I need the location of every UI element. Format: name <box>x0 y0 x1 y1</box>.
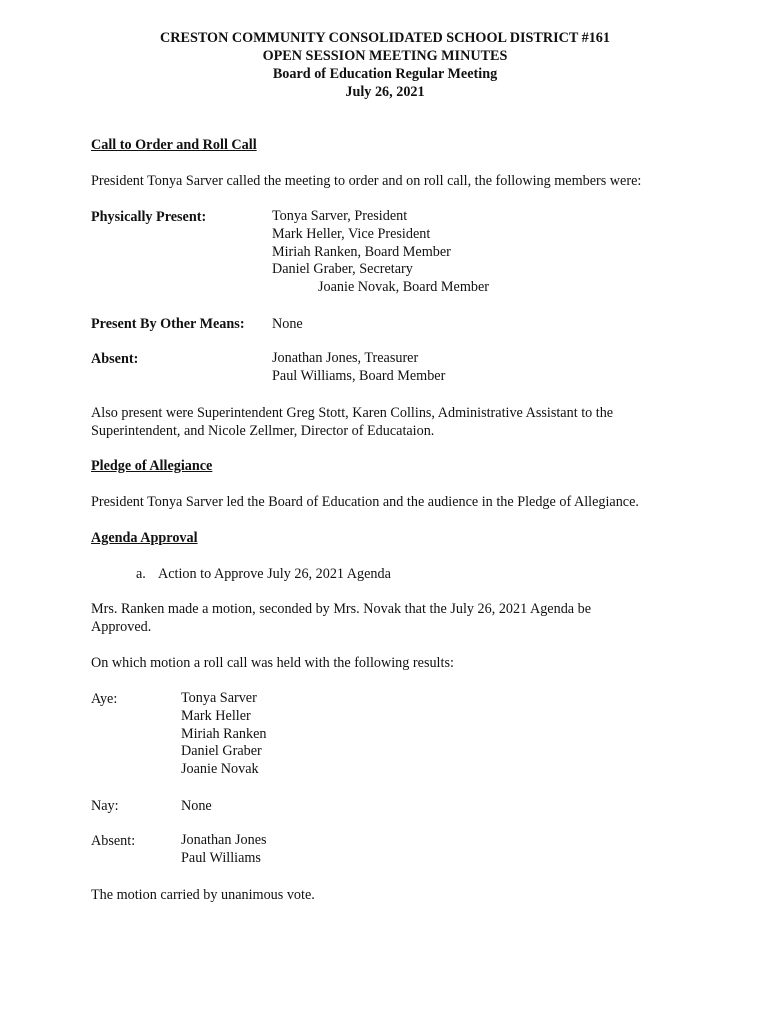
pledge-heading: Pledge of Allegiance <box>91 458 213 474</box>
physically-present-label: Physically Present: <box>91 209 207 225</box>
call-to-order-heading: Call to Order and Roll Call <box>91 137 257 153</box>
meeting-date: July 26, 2021 <box>345 84 425 100</box>
aye-list <box>181 690 267 779</box>
list-item: Paul Williams, Board Member <box>272 367 446 384</box>
meeting-type: Board of Education Regular Meeting <box>272 66 498 82</box>
list-item: Daniel Graber, Secretary <box>272 261 413 278</box>
minutes-title: OPEN SESSION MEETING MINUTES <box>262 48 508 64</box>
list-item: Miriah Ranken <box>181 725 267 742</box>
list-item: Tonya Sarver, President <box>272 208 408 224</box>
list-item: Jonathan Jones <box>181 832 267 848</box>
vote-absent-list <box>181 832 267 868</box>
agenda-item-text: Action to Approve July 26, 2021 Agenda <box>158 566 391 582</box>
list-item: Joanie Novak <box>181 761 259 778</box>
aye-label: Aye: <box>91 691 118 707</box>
list-item: Miriah Ranken, Board Member <box>272 243 451 260</box>
nay-label: Nay: <box>91 798 119 814</box>
agenda-item-marker: a. <box>136 566 146 582</box>
roll-call-intro: President Tonya Sarver called the meeting to order and on roll call, the following members were: <box>91 173 642 189</box>
list-item: Paul Williams <box>181 849 261 866</box>
absent-list <box>272 350 445 386</box>
physically-present-list <box>272 208 489 297</box>
motion-text: Mrs. Ranken made a motion, seconded by Mrs. Novak that the July 26, 2021 Agenda be Approved. <box>91 601 592 635</box>
list-item: Mark Heller <box>181 707 251 724</box>
motion-result: The motion carried by unanimous vote. <box>91 887 315 903</box>
list-item: Mark Heller, Vice President <box>272 225 431 242</box>
list-item: Joanie Novak, Board Member <box>318 279 489 296</box>
district-title: CRESTON COMMUNITY CONSOLIDATED SCHOOL DISTRICT #161 <box>159 30 610 46</box>
also-present-text: Also present were Superintendent Greg Stott, Karen Collins, Administrative Assistant to the Superintendent, and Nicole Zellmer, Director of Educataion. <box>91 405 614 439</box>
list-item: Tonya Sarver <box>181 690 257 706</box>
vote-absent-label: Absent: <box>91 833 136 849</box>
absent-label: Absent: <box>91 351 139 367</box>
other-means-label: Present By Other Means: <box>91 316 245 332</box>
list-item: Jonathan Jones, Treasurer <box>272 350 419 366</box>
other-means-value: None <box>272 316 303 332</box>
agenda-heading: Agenda Approval <box>91 530 198 546</box>
roll-call-results-intro: On which motion a roll call was held with the following results: <box>91 655 454 671</box>
nay-value: None <box>181 798 212 814</box>
pledge-text: President Tonya Sarver led the Board of Education and the audience in the Pledge of Allegiance. <box>91 494 639 510</box>
document-header <box>0 29 770 101</box>
list-item: Daniel Graber <box>181 743 262 760</box>
